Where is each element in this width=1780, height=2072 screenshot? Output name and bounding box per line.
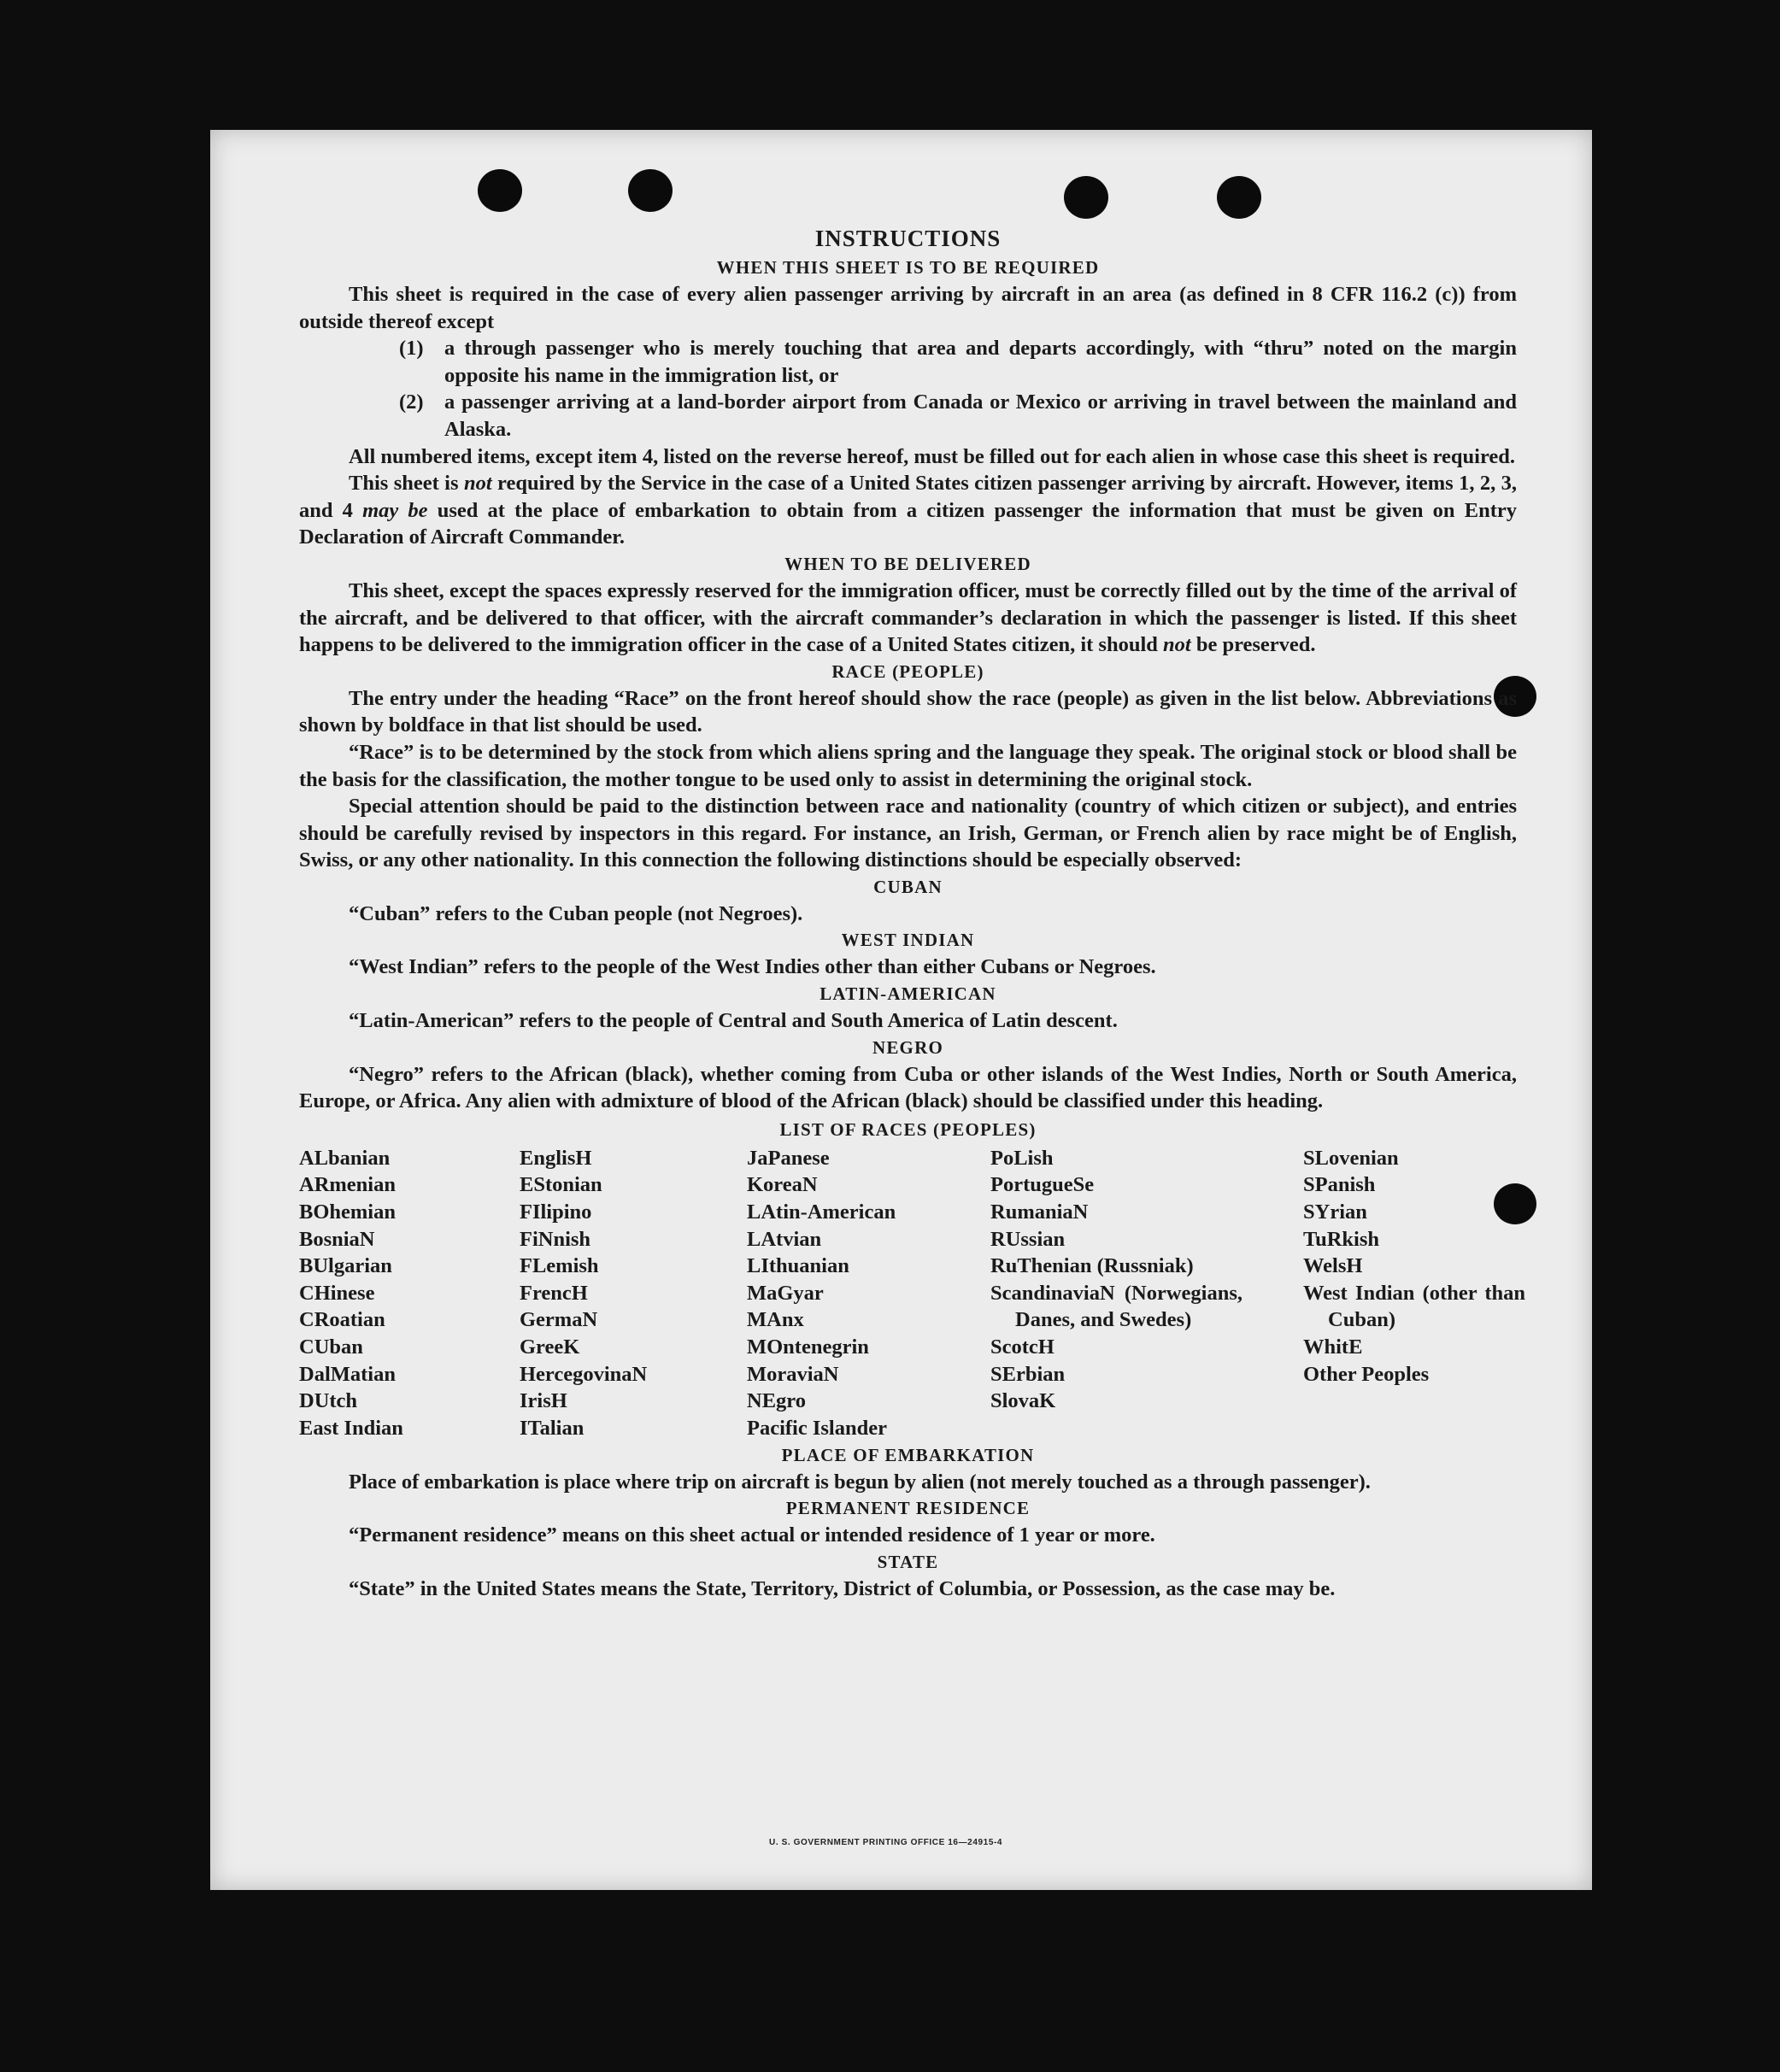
punch-hole [478,169,522,212]
race-entry: East Indian [299,1416,403,1440]
section-heading: PERMANENT RESIDENCE [785,1498,1031,1519]
paragraph: “Permanent residence” means on this sheet actual or intended residence of 1 year or more. [349,1523,1155,1547]
race-entry: FrencH [520,1281,588,1305]
race-entry: LIthuanian [747,1254,849,1278]
race-entry: ScotcH [990,1335,1054,1359]
race-entry: MaGyar [747,1281,824,1305]
race-entry: TuRkish [1303,1227,1380,1251]
section-heading: WHEN TO BE DELIVERED [784,553,1031,574]
paragraph [299,578,1517,659]
race-entry: ALbanian [299,1146,391,1170]
race-column [747,1145,896,1442]
race-entry: EnglisH [520,1146,592,1170]
italic-run: not [1163,633,1191,657]
text-run: This sheet is [349,472,464,496]
text-run: required by the Service in the case of a United States citizen passenger arriving by aircraft. However, items 1, 2, 3, and 4 [299,472,1518,522]
race-entry: SLovenian [1303,1146,1399,1170]
race-entry: BUlgarian [299,1254,392,1278]
race-entry: CHinese [299,1281,375,1305]
race-entry: RumaniaN [990,1200,1089,1224]
race-entry: ScandinaviaN (Norwegians, Danes, and Swedes) [990,1281,1242,1332]
exception-item [299,335,1517,389]
section-heading: STATE [877,1552,939,1573]
paragraph [299,685,1517,739]
race-entry: SPanish [1303,1173,1376,1197]
item-number: (2) [399,390,424,414]
race-entry: DalMatian [299,1362,396,1386]
race-entry: GreeK [520,1335,580,1359]
item-text: a passenger arriving at a land-border airport from Canada or Mexico or arriving in travel between the mainland and Alaska. [444,390,1517,441]
printer-imprint: U. S. GOVERNMENT PRINTING OFFICE 16—24915-4 [769,1838,1003,1847]
race-entry: EStonian [520,1173,602,1197]
paragraph: “Cuban” refers to the Cuban people (not Negroes). [349,901,803,925]
race-column [299,1145,403,1442]
race-entry: IrisH [520,1389,567,1413]
text-run: be preserved. [1190,633,1316,657]
italic-run: may be [362,498,428,522]
text-run: used at the place of embarkation to obtain from a citizen passenger the information that must be given on Entry Declaration of Aircraft Commander. [299,498,1517,549]
bold-run: boldface [388,713,465,737]
race-entry: SYrian [1303,1200,1367,1224]
race-entry: BOhemian [299,1200,396,1224]
page-title: INSTRUCTIONS [814,226,1002,251]
paragraph: “Latin-American” refers to the people of Central and South America of Latin descent. [349,1009,1118,1033]
paragraph: Special attention should be paid to the distinction between race and nationality (country of which citizen or subject), and entries should be carefully revised by inspectors in this regard. For instance, an Irish, German, or French alien by race might be of English, Swiss, or any other nationality. In this connection the following distinctions should be especially observed: [299,795,1517,872]
section-heading: CUBAN [873,876,943,897]
item-number: (1) [399,337,424,361]
race-entry: SErbian [990,1362,1066,1386]
race-entry: JaPanese [747,1146,830,1170]
race-entry: RUssian [990,1227,1066,1251]
section-heading: LATIN-AMERICAN [820,983,996,1005]
race-entry: NEgro [747,1389,806,1413]
race-entry: BosniaN [299,1227,375,1251]
paragraph: All numbered items, except item 4, listed on the reverse hereof, must be filled out for each alien in whose case this sheet is required. [349,444,1516,468]
race-entry: SlovaK [990,1389,1056,1413]
exception-item [299,389,1517,443]
instructions-body [299,222,1525,1603]
paragraph: This sheet is required in the case of every alien passenger arriving by aircraft in an area (as defined in 8 CFR 116.2 (c)) from outside thereof except [299,283,1517,333]
race-column [1303,1145,1525,1388]
race-entry: Pacific Islander [747,1416,887,1440]
section-heading: WHEN THIS SHEET IS TO BE REQUIRED [716,257,1100,278]
punch-hole [628,169,673,212]
race-entry: CRoatian [299,1308,385,1332]
race-entry: FLemish [520,1254,599,1278]
race-entry: MOntenegrin [747,1335,869,1359]
paragraph [299,470,1517,551]
race-column [990,1145,1242,1415]
race-entry: Other Peoples [1303,1362,1430,1386]
punch-hole [1064,176,1108,219]
race-entry: West Indian (other than Cuban) [1303,1281,1525,1332]
race-entry: ITalian [520,1416,585,1440]
race-entry: CUban [299,1335,363,1359]
race-entry: FiNnish [520,1227,591,1251]
paragraph: Place of embarkation is place where trip on aircraft is begun by alien (not merely touched as a through passenger). [349,1470,1371,1494]
race-column [520,1145,647,1442]
section-heading: WEST INDIAN [841,930,975,951]
race-entry: MoraviaN [747,1362,839,1386]
race-entry: LAtvian [747,1227,822,1251]
race-entry: KoreaN [747,1173,818,1197]
race-entry: WelsH [1303,1254,1363,1278]
race-group [1303,1145,1525,1280]
race-entry: LAtin-American [747,1200,896,1224]
race-entry: WhitE [1303,1335,1363,1359]
text-run: in that list should be used. [464,713,702,737]
section-heading: NEGRO [872,1036,943,1058]
paragraph: “State” in the United States means the State, Territory, District of Columbia, or Possession, as the case may be. [349,1577,1336,1601]
section-heading: LIST OF RACES (PEOPLES) [779,1118,1037,1140]
race-entry: MAnx [747,1308,804,1332]
race-group [990,1145,1242,1280]
race-entry: HercegovinaN [520,1362,648,1386]
race-group [1303,1334,1525,1388]
section-heading: RACE (PEOPLE) [831,660,984,682]
race-entry: PoLish [990,1146,1054,1170]
item-text: a through passenger who is merely touching that area and departs accordingly, with “thru” noted on the margin opposite his name in the immigration list, or [444,337,1517,387]
punch-hole [1217,176,1261,219]
italic-run: not [463,472,492,496]
race-list [299,1145,1525,1442]
race-group [990,1334,1242,1415]
race-entry: GermaN [520,1308,598,1332]
race-entry: PortugueSe [990,1173,1095,1197]
section-heading: PLACE OF EMBARKATION [781,1444,1035,1465]
race-entry: FIlipino [520,1200,592,1224]
race-entry: RuThenian (Russniak) [990,1254,1194,1278]
text-run: The entry under the heading “Race” on the front hereof should show the race (people) as given in the list below. Abbreviations as shown by [299,686,1517,737]
paragraph: “Negro” refers to the African (black), whether coming from Cuba or other islands of the West Indies, North or South America, Europe, or Africa. Any alien with admixture of blood of the African (black) should be classified under this heading. [299,1062,1517,1113]
race-entry: ARmenian [299,1173,396,1197]
text-run: This sheet, except the spaces expressly reserved for the immigration officer, must be correctly filled out by the time of the arrival of the aircraft, and be delivered to that officer, with the aircraft commander’s declaration in which the passenger is listed. If this sheet happens to be delivered to the immigration officer in the case of a United States citizen, it should [299,578,1517,657]
paragraph: “Race” is to be determined by the stock from which aliens spring and the language they speak. The original stock or blood shall be the basis for the classification, the mother tongue to be used only to assist in determining the original stock. [299,740,1517,791]
paragraph: “West Indian” refers to the people of the West Indies other than either Cubans or Negroes. [349,955,1156,979]
race-entry: DUtch [299,1389,358,1413]
